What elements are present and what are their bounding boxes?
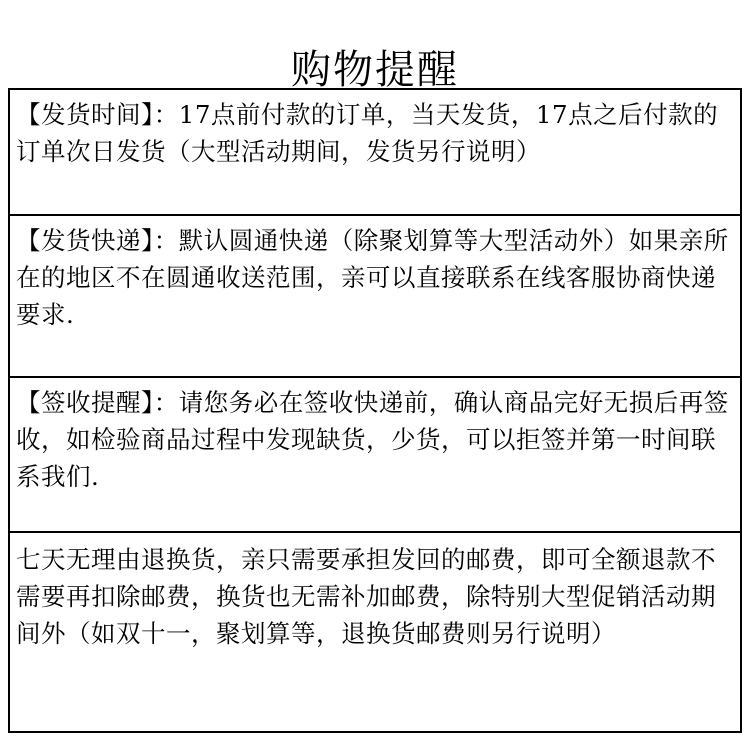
shipping-time-notice [10,90,740,214]
page-title: 购物提醒 [291,46,459,93]
courier-text: 【发货快递】：默认圆通快递（除聚划算等大型活动外）如果亲所在的地区不在圆通收送范围，亲可以直接联系在线客服协商快递要求. [16,226,729,329]
signing-reminder-text: 【签收提醒】：请您务必在签收快递前，确认商品完好无损后再签收，如检验商品过程中发现缺货，少货，可以拒签并第一时间联系我们. [16,388,729,491]
return-policy-text: 七天无理由退换货，亲只需要承担发回的邮费，即可全额退款不需要再扣除邮费，换货也无需补加邮费，除特别大型促销活动期间外（如双十一，聚划算等，退换货邮费则另行说明） [16,545,716,648]
courier-notice [10,214,740,376]
return-policy-notice [10,531,740,731]
shipping-time-text: 【发货时间】：17点前付款的订单，当天发货，17点之后付款的订单次日发货（大型活动期间，发货另行说明） [16,100,719,166]
notice-table [8,88,742,733]
signing-reminder-notice [10,376,740,531]
